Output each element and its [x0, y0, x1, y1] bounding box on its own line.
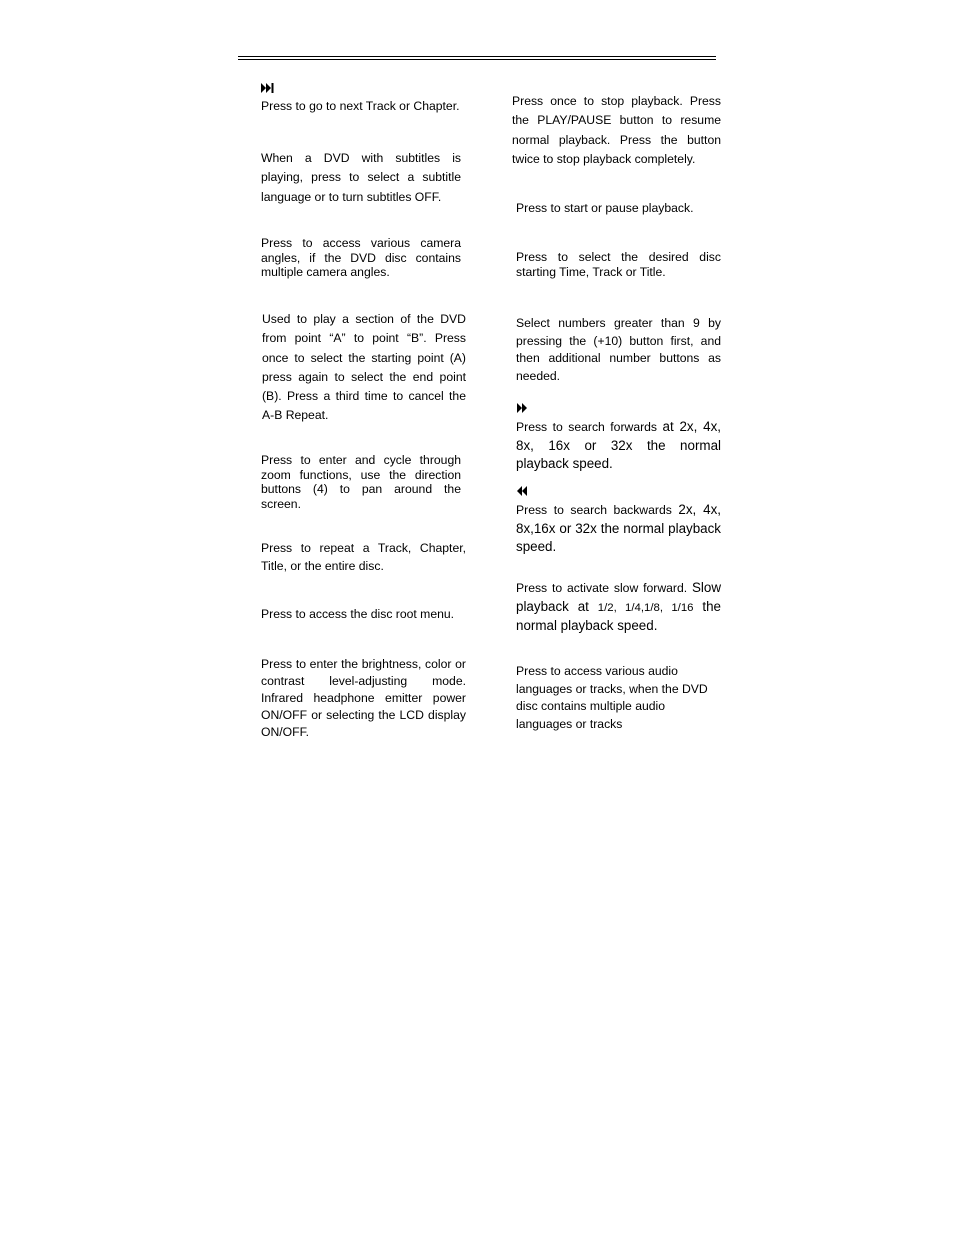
ab-repeat-text: Used to play a section of the DVD from point “A” to point “B”. Press once to select the starting point (A) press again to select the end point (B). Press a third time to cancel the A-B Repeat.: [262, 312, 466, 423]
next-track-text: Press to go to next Track or Chapter.: [261, 99, 460, 113]
fast-forward-text: [516, 418, 721, 474]
goto-text: Press to select the desired disc starting Time, Track or Title.: [516, 250, 721, 279]
play-text: Press to start or pause playback.: [516, 201, 694, 215]
audio-text: Press to access various audio languages or tracks, when the DVD disc contains multiple audio languages or tracks: [516, 664, 708, 731]
rewind-text-b: 2x, 4x, 8x,16x or 32x the normal playback speed.: [516, 502, 721, 554]
setup-text: Press to enter the brightness, color or contrast level-adjusting mode. Infrared headphone emitter power ON/OFF or selecting the LCD display ON/OFF.: [261, 657, 466, 739]
fast-forward-section: [516, 402, 721, 474]
fast-forward-icon: [516, 402, 721, 418]
slow-text-a: Press to activate slow forward.: [516, 581, 692, 595]
header-rule-bottom: [238, 59, 716, 60]
angle-text: Press to access various camera angles, if the DVD disc contains multiple camera angles.: [261, 236, 461, 280]
zoom-text: Press to enter and cycle through zoom functions, use the direction buttons (4) to pan around the screen.: [261, 453, 461, 511]
numbers-text: Select numbers greater than 9 by pressing the (+10) button first, and then additional number buttons as needed.: [516, 316, 721, 383]
menu-text: Press to access the disc root menu.: [261, 607, 455, 621]
rewind-icon: [516, 485, 721, 501]
rewind-text-a: Press to search backwards: [516, 503, 679, 517]
next-track-icon: [261, 82, 466, 98]
slow-text-d: the normal playback speed.: [516, 598, 721, 633]
subtitle-text: When a DVD with subtitles is playing, press to select a subtitle language or to turn subtitles OFF.: [261, 151, 461, 204]
next-track-section: [261, 82, 466, 116]
fast-forward-text-b: at 2x, 4x, 8x, 16x or 32x the normal playback speed.: [516, 419, 721, 471]
stop-text: Press once to stop playback. Press the PLAY/PAUSE button to resume normal playback. Press the button twice to stop playback completely.: [512, 94, 721, 166]
slow-text-b: Slow playback at: [516, 580, 721, 614]
fast-forward-text-a: Press to search forwards: [516, 420, 663, 434]
rewind-text: [516, 501, 721, 557]
repeat-text: Press to repeat a Track, Chapter, Title, or the entire disc.: [261, 541, 466, 573]
rewind-section: [516, 485, 721, 557]
slow-text: [516, 579, 721, 636]
slow-text-c: 1/2, 1/4,1/8, 1/16: [597, 601, 694, 614]
header-rule-top: [238, 56, 716, 57]
